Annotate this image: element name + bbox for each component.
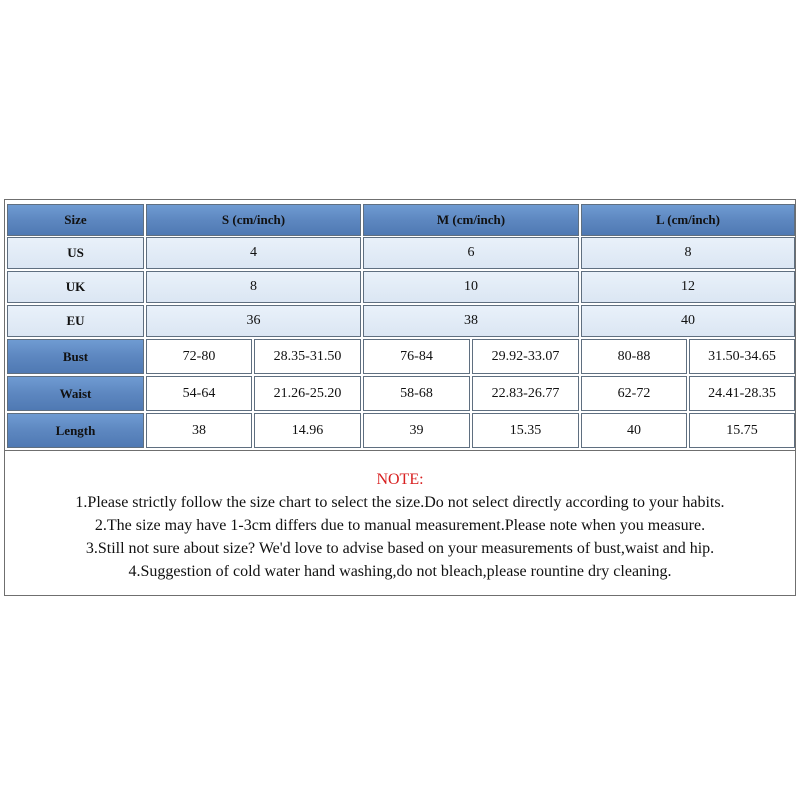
table-cell: 29.92-33.07 [472, 339, 579, 374]
table-cell: 15.35 [472, 413, 579, 448]
table-cell: 38 [146, 413, 252, 448]
table-cell: 21.26-25.20 [254, 376, 361, 411]
table-cell: 12 [581, 271, 795, 303]
table-cell: 22.83-26.77 [472, 376, 579, 411]
row-label-waist: Waist [7, 376, 144, 411]
notes-section [5, 450, 795, 596]
size-header-label: Size [7, 204, 144, 236]
table-cell: 14.96 [254, 413, 361, 448]
table-cell: 80-88 [581, 339, 687, 374]
row-label-uk: UK [7, 271, 144, 303]
note-line-4: 4.Suggestion of cold water hand washing,do not bleach,please rountine dry cleaning. [128, 563, 672, 580]
table-cell: 58-68 [363, 376, 470, 411]
table-cell: 24.41-28.35 [689, 376, 795, 411]
size-header-m: M (cm/inch) [363, 204, 579, 236]
row-label-bust: Bust [7, 339, 144, 374]
table-cell: 10 [363, 271, 579, 303]
table-cell: 72-80 [146, 339, 252, 374]
table-cell: 31.50-34.65 [689, 339, 795, 374]
table-cell: 40 [581, 413, 687, 448]
table-cell: 54-64 [146, 376, 252, 411]
table-cell: 28.35-31.50 [254, 339, 361, 374]
row-label-us: US [7, 237, 144, 269]
table-cell: 6 [363, 237, 579, 269]
note-line-2: 2.The size may have 1-3cm differs due to manual measurement.Please note when you measure. [94, 517, 706, 534]
note-line-3: 3.Still not sure about size? We'd love to advise based on your measurements of bust,waist and hip. [85, 540, 715, 557]
table-cell: 4 [146, 237, 361, 269]
note-line-1: 1.Please strictly follow the size chart to select the size.Do not select directly according to your habits. [75, 494, 725, 511]
table-cell: 36 [146, 305, 361, 337]
table-cell: 15.75 [689, 413, 795, 448]
size-header-l: L (cm/inch) [581, 204, 795, 236]
table-cell: 8 [146, 271, 361, 303]
size-chart [4, 199, 796, 596]
notes-title: NOTE: [376, 471, 424, 488]
table-cell: 8 [581, 237, 795, 269]
table-cell: 76-84 [363, 339, 470, 374]
table-cell: 39 [363, 413, 470, 448]
table-cell: 38 [363, 305, 579, 337]
table-cell: 40 [581, 305, 795, 337]
row-label-eu: EU [7, 305, 144, 337]
row-label-length: Length [7, 413, 144, 448]
table-cell: 62-72 [581, 376, 687, 411]
size-header-s: S (cm/inch) [146, 204, 361, 236]
